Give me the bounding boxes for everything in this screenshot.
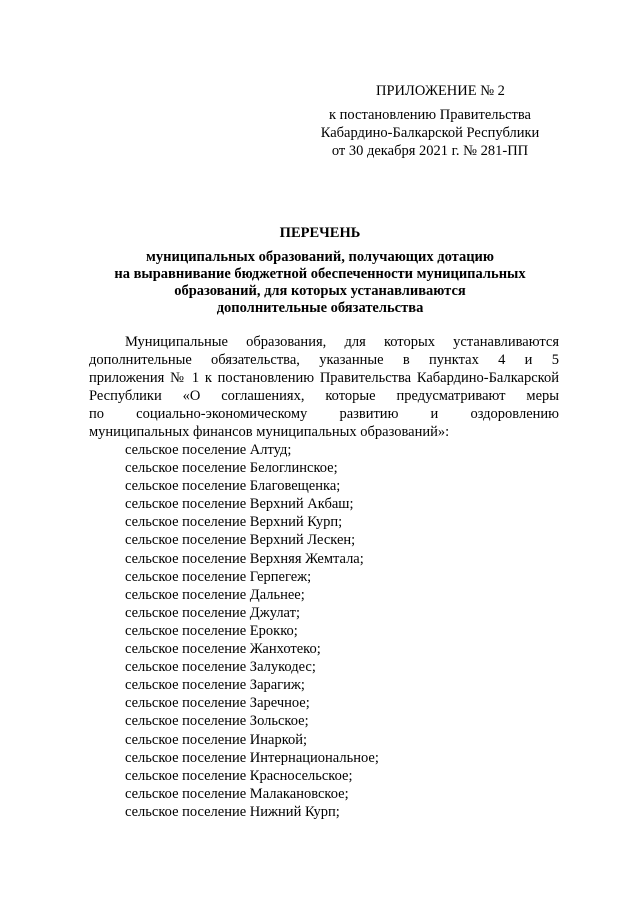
subtitle-line: образований, для которых устанавливаются bbox=[174, 283, 466, 299]
subtitle-line: дополнительные обязательства bbox=[216, 300, 424, 316]
appendix-header bbox=[300, 82, 590, 160]
list-item: сельское поселение Белоглинское; bbox=[125, 460, 338, 477]
list-item: сельское поселение Интернациональное; bbox=[125, 749, 379, 766]
list-item: сельское поселение Жанхотеко; bbox=[125, 641, 321, 658]
intro-line: по социально-экономическому развитию и оздоровлению bbox=[89, 406, 559, 422]
appendix-number: ПРИЛОЖЕНИЕ № 2 bbox=[376, 83, 505, 99]
list-item: сельское поселение Джулат; bbox=[125, 604, 300, 621]
intro-line: Муниципальные образования, для которых устанавливаются bbox=[125, 334, 559, 350]
appendix-resolution-line: к постановлению Правительства bbox=[329, 107, 531, 123]
list-item: сельское поселение Залукодес; bbox=[125, 659, 316, 676]
list-item: сельское поселение Заречное; bbox=[125, 695, 310, 712]
list-item: сельское поселение Верхний Акбаш; bbox=[125, 496, 354, 513]
list-item: сельское поселение Герпегеж; bbox=[125, 568, 312, 585]
subtitle-line: на выравнивание бюджетной обеспеченности муниципальных bbox=[114, 266, 526, 282]
intro-paragraph bbox=[89, 333, 559, 441]
subtitle-line: муниципальных образований, получающих дотацию bbox=[146, 249, 494, 265]
list-item: сельское поселение Алтуд; bbox=[125, 442, 292, 458]
list-item: сельское поселение Верхний Курп; bbox=[125, 514, 343, 531]
appendix-government-line: Кабардино-Балкарской Республики bbox=[320, 125, 540, 141]
list-item: сельское поселение Благовещенка; bbox=[125, 478, 341, 495]
list-item: сельское поселение Малакановское; bbox=[125, 785, 349, 802]
list-item: сельское поселение Зольское; bbox=[125, 713, 309, 730]
settlement-list bbox=[125, 441, 379, 821]
list-item: сельское поселение Красносельское; bbox=[125, 767, 353, 784]
document-title: ПЕРЕЧЕНЬ bbox=[279, 225, 361, 241]
list-item: сельское поселение Инаркой; bbox=[125, 731, 308, 748]
intro-line: Республики «О соглашениях, которые предусматривают меры bbox=[89, 388, 559, 404]
list-item: сельское поселение Ерокко; bbox=[125, 622, 298, 639]
list-item: сельское поселение Зарагиж; bbox=[125, 677, 305, 694]
appendix-date-line: от 30 декабря 2021 г. № 281-ПП bbox=[331, 143, 529, 159]
intro-line: приложения № 1 к постановлению Правительства Кабардино-Балкарской bbox=[89, 370, 559, 386]
intro-line: дополнительные обязательства, указанные в пунктах 4 и 5 bbox=[89, 352, 559, 368]
list-item: сельское поселение Верхняя Жемтала; bbox=[125, 550, 364, 567]
list-item: сельское поселение Нижний Курп; bbox=[125, 803, 340, 820]
intro-line: муниципальных финансов муниципальных образований»: bbox=[89, 424, 450, 440]
list-item: сельское поселение Дальнее; bbox=[125, 586, 305, 603]
list-item: сельское поселение Верхний Лескен; bbox=[125, 532, 356, 549]
document-subtitle bbox=[90, 249, 550, 317]
